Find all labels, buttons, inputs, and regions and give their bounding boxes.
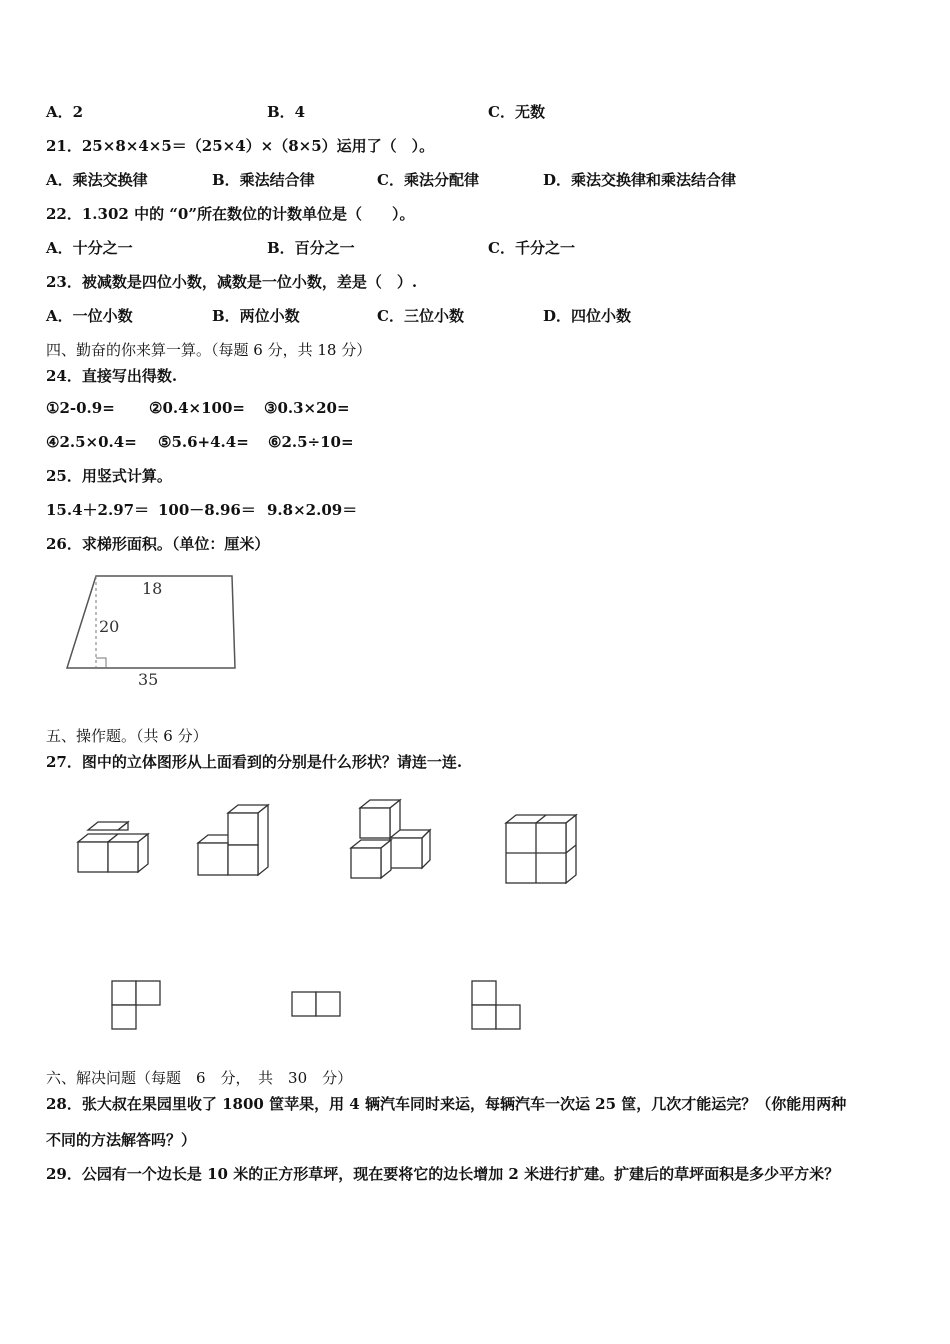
trapezoid-bottom-label: 35 bbox=[138, 670, 159, 689]
q22-option-b: B．百分之一 bbox=[267, 239, 355, 257]
q28-line2: 不同的方法解答吗？） bbox=[46, 1131, 197, 1149]
solid-figure-1 bbox=[77, 820, 152, 876]
q20-option-b: B．4 bbox=[267, 103, 306, 121]
q24-item-2: ②0.4×100= bbox=[149, 399, 245, 417]
section6-title: 六、解决问题（每题 6 分， 共 30 分） bbox=[46, 1069, 353, 1087]
top-view-1 bbox=[111, 980, 163, 1030]
q25-item-1: 15.4＋2.97＝ bbox=[46, 501, 150, 519]
q21-option-c: C．乘法分配律 bbox=[377, 171, 479, 189]
q25-item-3: 9.8×2.09＝ bbox=[267, 501, 358, 519]
q22-stem: 22．1.302 中的 “0”所在数位的计数单位是（ ）。 bbox=[46, 205, 415, 223]
q24-item-1: ①2-0.9= bbox=[46, 399, 115, 417]
q24-item-4: ④2.5×0.4= bbox=[46, 433, 137, 451]
q22-option-a: A．十分之一 bbox=[46, 239, 133, 257]
top-view-3 bbox=[471, 980, 523, 1030]
q20-option-a: A．2 bbox=[46, 103, 84, 121]
trapezoid-figure bbox=[60, 570, 250, 695]
q28-line1: 28．张大叔在果园里收了 1800 筐苹果，用 4 辆汽车同时来运，每辆汽车一次运 25 筐，几次才能运完？（你能用两种 bbox=[46, 1095, 847, 1113]
section4-title: 四、勤奋的你来算一算。（每题 6 分，共 18 分） bbox=[46, 341, 372, 359]
section5-title: 五、操作题。（共 6 分） bbox=[46, 727, 208, 745]
q26-stem: 26．求梯形面积。（单位：厘米） bbox=[46, 535, 270, 553]
q24-item-3: ③0.3×20= bbox=[264, 399, 350, 417]
q21-option-b: B．乘法结合律 bbox=[212, 171, 315, 189]
q21-stem: 21．25×8×4×5＝（25×4）×（8×5）运用了（ ）。 bbox=[46, 137, 435, 155]
q20-option-c: C．无数 bbox=[488, 103, 545, 121]
q23-option-b: B．两位小数 bbox=[212, 307, 300, 325]
q23-option-d: D．四位小数 bbox=[543, 307, 632, 325]
q29-stem: 29．公园有一个边长是 10 米的正方形草坪，现在要将它的边长增加 2 米进行扩建。扩建后的草坪面积是多少平方米？ bbox=[46, 1165, 840, 1183]
q25-item-2: 100－8.96＝ bbox=[158, 501, 256, 519]
q27-stem: 27．图中的立体图形从上面看到的分别是什么形状？请连一连. bbox=[46, 753, 463, 771]
q22-option-c: C．千分之一 bbox=[488, 239, 575, 257]
q21-option-a: A．乘法交换律 bbox=[46, 171, 148, 189]
solid-figure-2 bbox=[197, 805, 272, 880]
q24-item-5: ⑤5.6+4.4= bbox=[158, 433, 249, 451]
solid-figure-4 bbox=[505, 813, 580, 888]
solid-figure-3 bbox=[350, 798, 435, 883]
trapezoid-top-label: 18 bbox=[142, 579, 163, 598]
q23-option-a: A．一位小数 bbox=[46, 307, 133, 325]
q21-option-d: D．乘法交换律和乘法结合律 bbox=[543, 171, 737, 189]
trapezoid-height-label: 20 bbox=[99, 617, 120, 636]
q25-stem: 25．用竖式计算。 bbox=[46, 467, 172, 485]
q24-stem: 24．直接写出得数. bbox=[46, 367, 178, 385]
q24-item-6: ⑥2.5÷10= bbox=[268, 433, 354, 451]
q23-option-c: C．三位小数 bbox=[377, 307, 464, 325]
q23-stem: 23．被减数是四位小数，减数是一位小数，差是（ ）. bbox=[46, 273, 418, 291]
top-view-2 bbox=[291, 991, 343, 1019]
